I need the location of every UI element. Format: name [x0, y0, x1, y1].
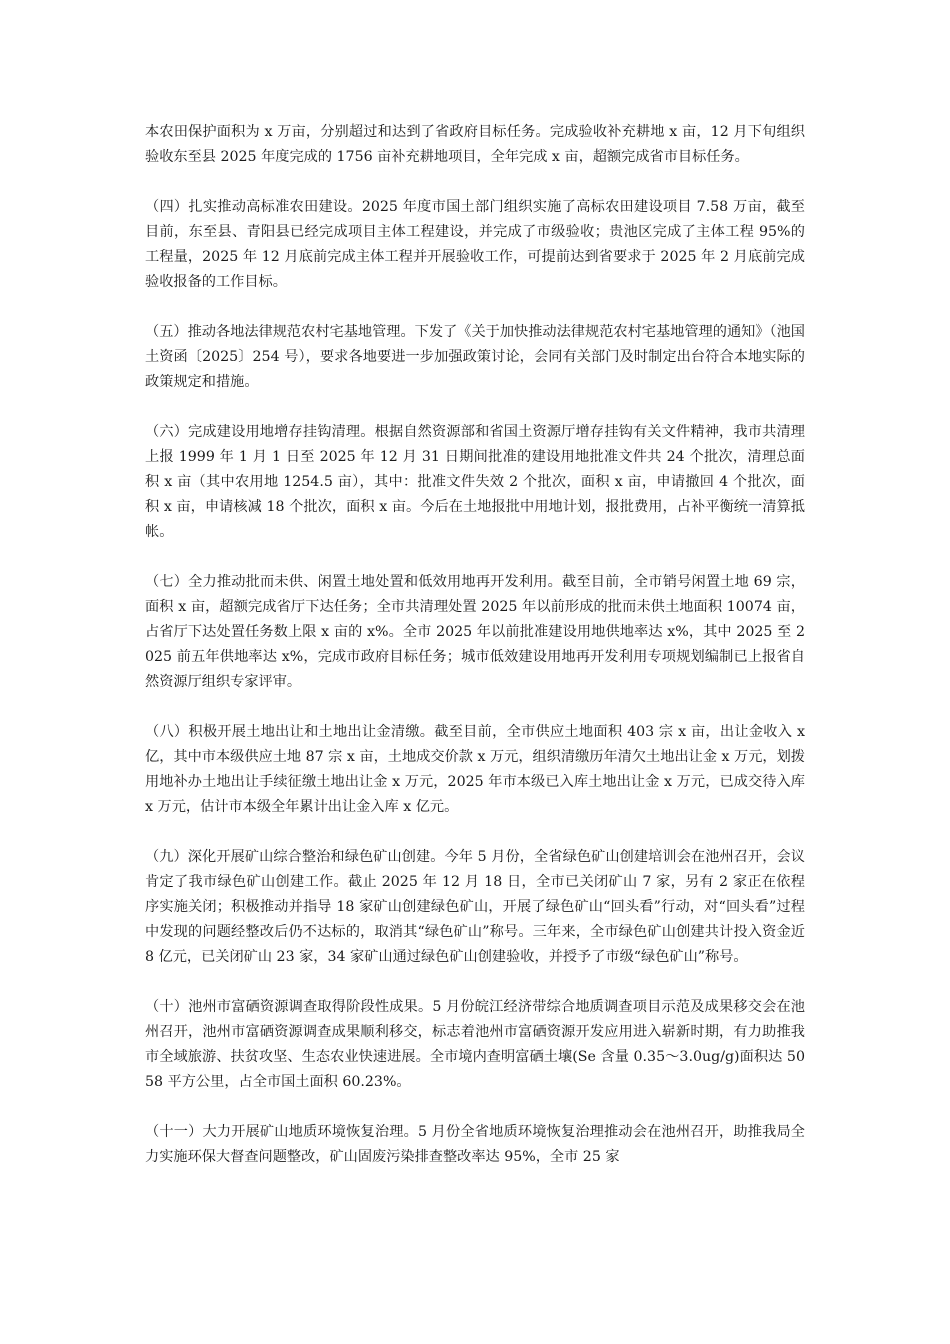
paragraph-farmland-protection: 本农田保护面积为 x 万亩，分别超过和达到了省政府目标任务。完成验收补充耕地 x 亩，12 月下旬组织验收东至县 2025 年度完成的 1756 亩补充耕地项目，全年完成 x 亩，超额完成省市目标任务。	[145, 124, 805, 165]
paragraph-land-use-cleanup: （六）完成建设用地增存挂钩清理。根据自然资源部和省国土资源厅增存挂钩有关文件精神，我市共清理上报 1999 年 1 月 1 日至 2025 年 12 月 31 日期间批准的建设用地批准文件共 24 个批次，清理总面积 x 亩（其中农用地 1254.5 亩），其中：批准文件失效 2 个批次，面积 x 亩，申请撤回 4 个批次，面积 x 亩，申请核减 18 个批次，面积 x 亩。今后在土地报批中用地计划，报批费用，占补平衡统一清算抵帐。	[145, 424, 805, 540]
paragraph-high-standard-farmland: （四）扎实推动高标准农田建设。2025 年度市国土部门组织实施了高标农田建设项目 7.58 万亩，截至目前，东至县、青阳县已经完成项目主体工程建设，并完成了市级验收；贵池区完成了主体工程 95%的工程量，2025 年 12 月底前完成主体工程并开展验收工作，可提前达到省要求于 2025 年 2 月底前完成验收报备的工作目标。	[145, 199, 805, 290]
paragraph-mine-restoration: （十一）大力开展矿山地质环境恢复治理。5 月份全省地质环境恢复治理推动会在池州召开，助推我局全力实施环保大督查问题整改，矿山固废污染排查整改率达 95%，全市 25 家	[145, 1124, 805, 1165]
paragraph-green-mines: （九）深化开展矿山综合整治和绿色矿山创建。今年 5 月份，全省绿色矿山创建培训会在池州召开，会议肯定了我市绿色矿山创建工作。截止 2025 年 12 月 18 日，全市已关闭矿山 7 家，另有 2 家正在依程序实施关闭；积极推动并指导 18 家矿山创建绿色矿山，开展了绿色矿山“回头看”行动，对“回头看”过程中发现的问题经整改后仍不达标的，取消其“绿色矿山”称号。三年来，全市绿色矿山创建共计投入资金近 8 亿元，已关闭矿山 23 家，34 家矿山通过绿色矿山创建验收，并授予了市级“绿色矿山”称号。	[145, 849, 805, 965]
document-body	[145, 120, 805, 1170]
paragraph-land-transfer-fees: （八）积极开展土地出让和土地出让金清缴。截至目前，全市供应土地面积 403 宗 x 亩，出让金收入 x 亿，其中市本级供应土地 87 宗 x 亩，土地成交价款 x 万元，组织清缴历年清欠土地出让金 x 万元，划拨用地补办土地出让手续征缴土地出让金 x 万元，2025 年市本级已入库土地出让金 x 万元，已成交待入库 x 万元，估计市本级全年累计出让金入库 x 亿元。	[145, 724, 805, 815]
paragraph-homestead-management: （五）推动各地法律规范农村宅基地管理。下发了《关于加快推动法律规范农村宅基地管理的通知》（池国土资函〔2025〕254 号），要求各地要进一步加强政策讨论，会同有关部门及时制定出台符合本地实际的政策规定和措施。	[145, 324, 805, 390]
paragraph-idle-land-disposal: （七）全力推动批而未供、闲置土地处置和低效用地再开发利用。截至目前，全市销号闲置土地 69 宗，面积 x 亩，超额完成省厅下达任务；全市共清理处置 2025 年以前形成的批而未供土地面积 10074 亩，占省厅下达处置任务数上限 x 亩的 x%。全市 2025 年以前批准建设用地供地率达 x%，其中 2025 至 2025 前五年供地率达 x%，完成市政府目标任务；城市低效建设用地再开发利用专项规划编制已上报省自然资源厅组织专家评审。	[145, 574, 805, 690]
paragraph-selenium-survey: （十）池州市富硒资源调查取得阶段性成果。5 月份皖江经济带综合地质调查项目示范及成果移交会在池州召开，池州市富硒资源调查成果顺利移交，标志着池州市富硒资源开发应用进入崭新时期，有力助推我市全域旅游、扶贫攻坚、生态农业快速进展。全市境内查明富硒土壤(Se 含量 0.35～3.0ug/g)面积达 5058 平方公里，占全市国土面积 60.23%。	[145, 999, 805, 1090]
